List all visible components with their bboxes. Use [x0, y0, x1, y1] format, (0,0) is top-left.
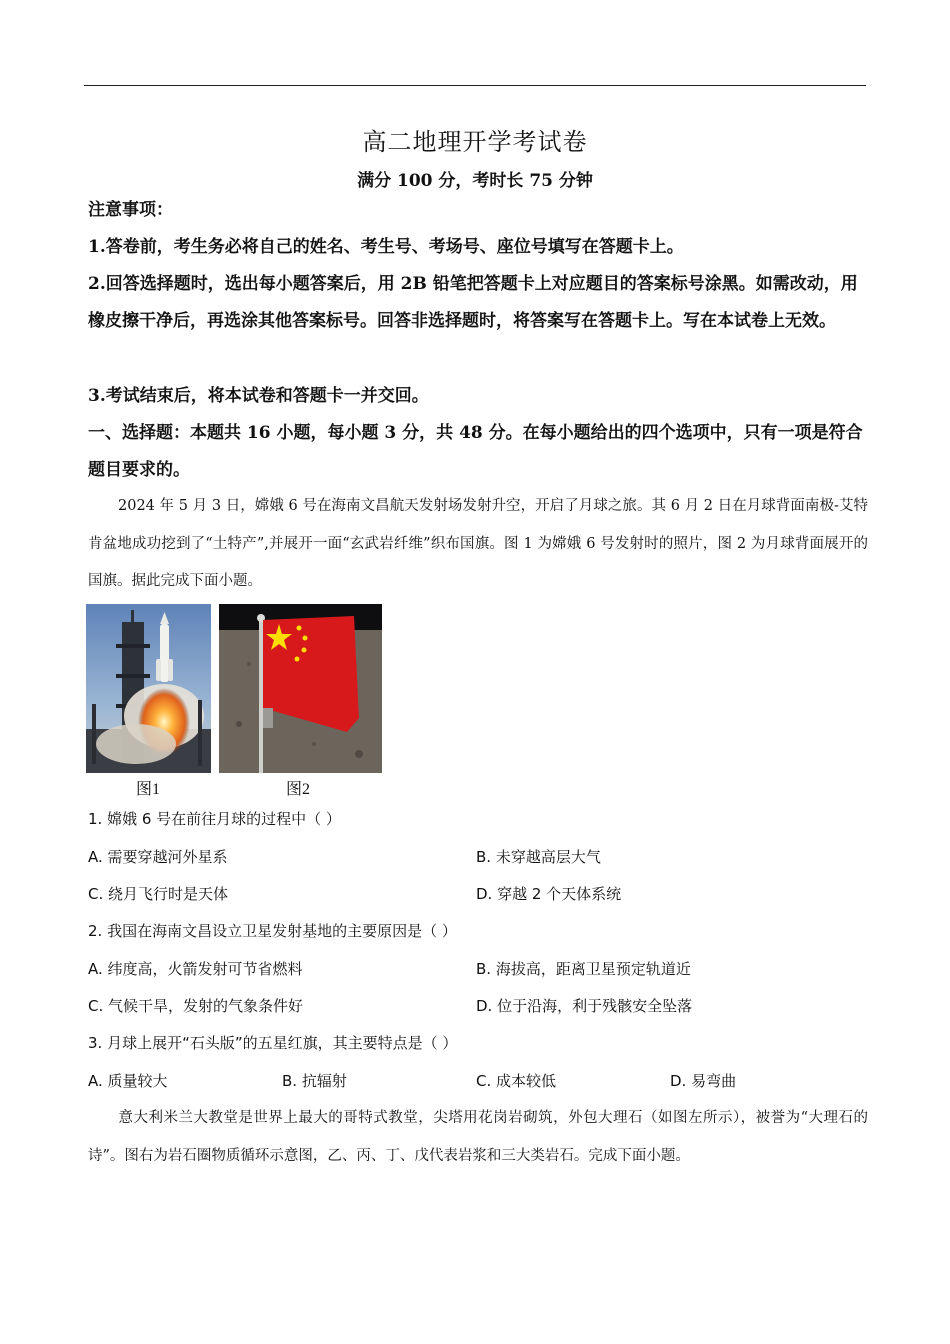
q2-option-d[interactable]: D. 位于沿海，利于残骸安全坠落 — [476, 997, 693, 1015]
q2-option-a[interactable]: A. 纬度高，火箭发射可节省燃料 — [88, 960, 303, 978]
note-3: 3.考试结束后，将本试卷和答题卡一并交回。 — [88, 386, 429, 406]
q2-option-b[interactable]: B. 海拔高，距离卫星预定轨道近 — [476, 960, 691, 978]
figure-2-caption: 图2 — [286, 781, 311, 798]
q1-option-d[interactable]: D. 穿越 2 个天体系统 — [476, 885, 622, 903]
notes-heading: 注意事项： — [88, 200, 173, 220]
question-3-stem: 3. 月球上展开“石头版”的五星红旗，其主要特点是（ ） — [88, 1034, 458, 1052]
page-title: 高二地理开学考试卷 — [362, 128, 588, 156]
q2-option-c[interactable]: C. 气候干旱，发射的气象条件好 — [88, 997, 304, 1015]
passage-2 — [88, 1100, 868, 1175]
passage-2-text: 意大利米兰大教堂是世界上最大的哥特式教堂，尖塔用花岗岩砌筑，外包大理石（如图左所示），被誉为“大理石的诗”。图右为岩石圈物质循环示意图，乙、丙、丁、戊代表岩浆和三大类岩石。完成下面小题。 — [88, 1110, 868, 1164]
q3-option-a[interactable]: A. 质量较大 — [88, 1072, 168, 1090]
note-1: 1.答卷前，考生务必将自己的姓名、考生号、考场号、座位号填写在答题卡上。 — [88, 237, 684, 257]
question-1-stem: 1. 嫦娥 6 号在前往月球的过程中（ ） — [88, 810, 341, 828]
q1-option-a[interactable]: A. 需要穿越河外星系 — [88, 848, 228, 866]
top-rule — [84, 85, 866, 86]
question-2-stem: 2. 我国在海南文昌设立卫星发射基地的主要原因是（ ） — [88, 922, 457, 940]
q3-option-d[interactable]: D. 易弯曲 — [670, 1072, 737, 1090]
passage-1-text: 2024 年 5 月 3 日，嫦娥 6 号在海南文昌航天发射场发射升空，开启了月球之旅。其 6 月 2 日在月球背面南极-艾特肯盆地成功挖到了“土特产”,并展开一面“玄武岩纤维”织布国旗。图 1 为嫦娥 6 号发射时的照片，图 2 为月球背面展开的国旗。据此完成下面小题。 — [88, 498, 868, 589]
section-heading: 一、选择题：本题共 16 小题，每小题 3 分，共 48 分。在每小题给出的四个选项中，只有一项是符合题目要求的。 — [88, 423, 863, 480]
figure-1-caption: 图1 — [136, 781, 161, 798]
q1-option-b[interactable]: B. 未穿越高层大气 — [476, 848, 601, 866]
passage-1 — [88, 488, 868, 601]
rocket-launch-photo — [86, 604, 211, 773]
q3-option-b[interactable]: B. 抗辐射 — [282, 1072, 347, 1090]
q1-option-c[interactable]: C. 绕月飞行时是天体 — [88, 885, 229, 903]
q3-option-c[interactable]: C. 成本较低 — [476, 1072, 557, 1090]
note-2: 2.回答选择题时，选出每小题答案后，用 2B 铅笔把答题卡上对应题目的答案标号涂黑。如需改动，用橡皮擦干净后，再选涂其他答案标号。回答非选择题时，将答案写在答题卡上。写在本试卷上无效。 — [88, 274, 858, 331]
moon-flag-photo — [219, 604, 382, 773]
page-subtitle: 满分 100 分，考时长 75 分钟 — [357, 171, 593, 191]
